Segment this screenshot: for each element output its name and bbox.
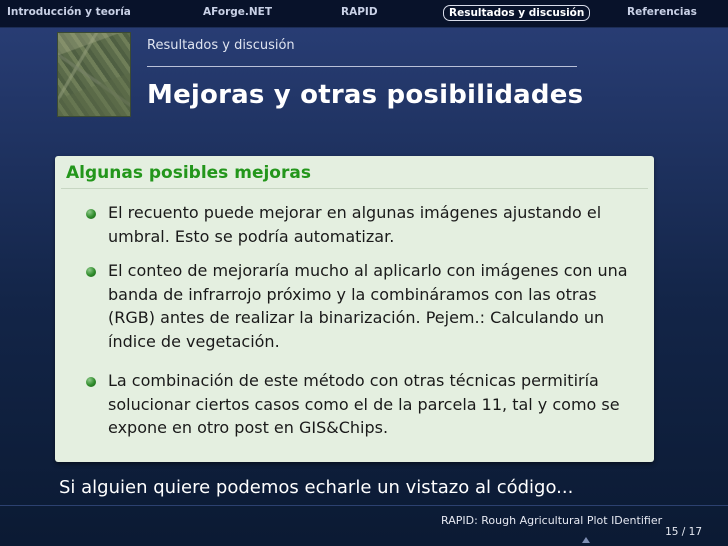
list-item-text: La combinación de este método con otras técnicas permitiría solucionar ciertos casos como el de la parcela 11, tal y como se expone en otro post en GIS&Chips.	[108, 371, 620, 437]
navigation-arrow-icon[interactable]	[582, 537, 590, 543]
closing-text: Si alguien quiere podemos echarle un vistazo al código...	[59, 477, 574, 498]
header-divider	[147, 66, 577, 67]
slide-title: Mejoras y otras posibilidades	[147, 80, 584, 110]
nav-item-resultados[interactable]: Resultados y discusión	[443, 5, 590, 21]
footer-divider	[0, 505, 728, 506]
nav-item-rapid[interactable]: RAPID	[341, 6, 378, 18]
navigation-bar	[0, 0, 728, 28]
nav-item-introduccion[interactable]: Introducción y teoría	[7, 6, 131, 18]
list-item-text: El recuento puede mejorar en algunas imágenes ajustando el umbral. Esto se podría automatizar.	[108, 203, 602, 246]
block-divider	[61, 188, 648, 189]
list-item-text: El conteo de mejoraría mucho al aplicarlo con imágenes con una banda de infrarrojo próximo y la combináramos con las otras (RGB) antes de realizar la binarización. Pejem.: Calculando un índice de vegetación.	[108, 261, 628, 351]
bullet-icon	[86, 377, 96, 387]
page-number: 15 / 17	[665, 526, 702, 538]
section-label: Resultados y discusión	[147, 38, 295, 53]
aerial-photo-logo	[57, 32, 131, 117]
nav-item-referencias[interactable]: Referencias	[627, 6, 697, 18]
footer-title: RAPID: Rough Agricultural Plot IDentifier	[441, 514, 663, 527]
block-title: Algunas posibles mejoras	[66, 163, 311, 183]
improvements-block	[55, 156, 654, 462]
bullet-icon	[86, 267, 96, 277]
bullet-icon	[86, 209, 96, 219]
nav-item-aforge[interactable]: AForge.NET	[203, 6, 273, 18]
